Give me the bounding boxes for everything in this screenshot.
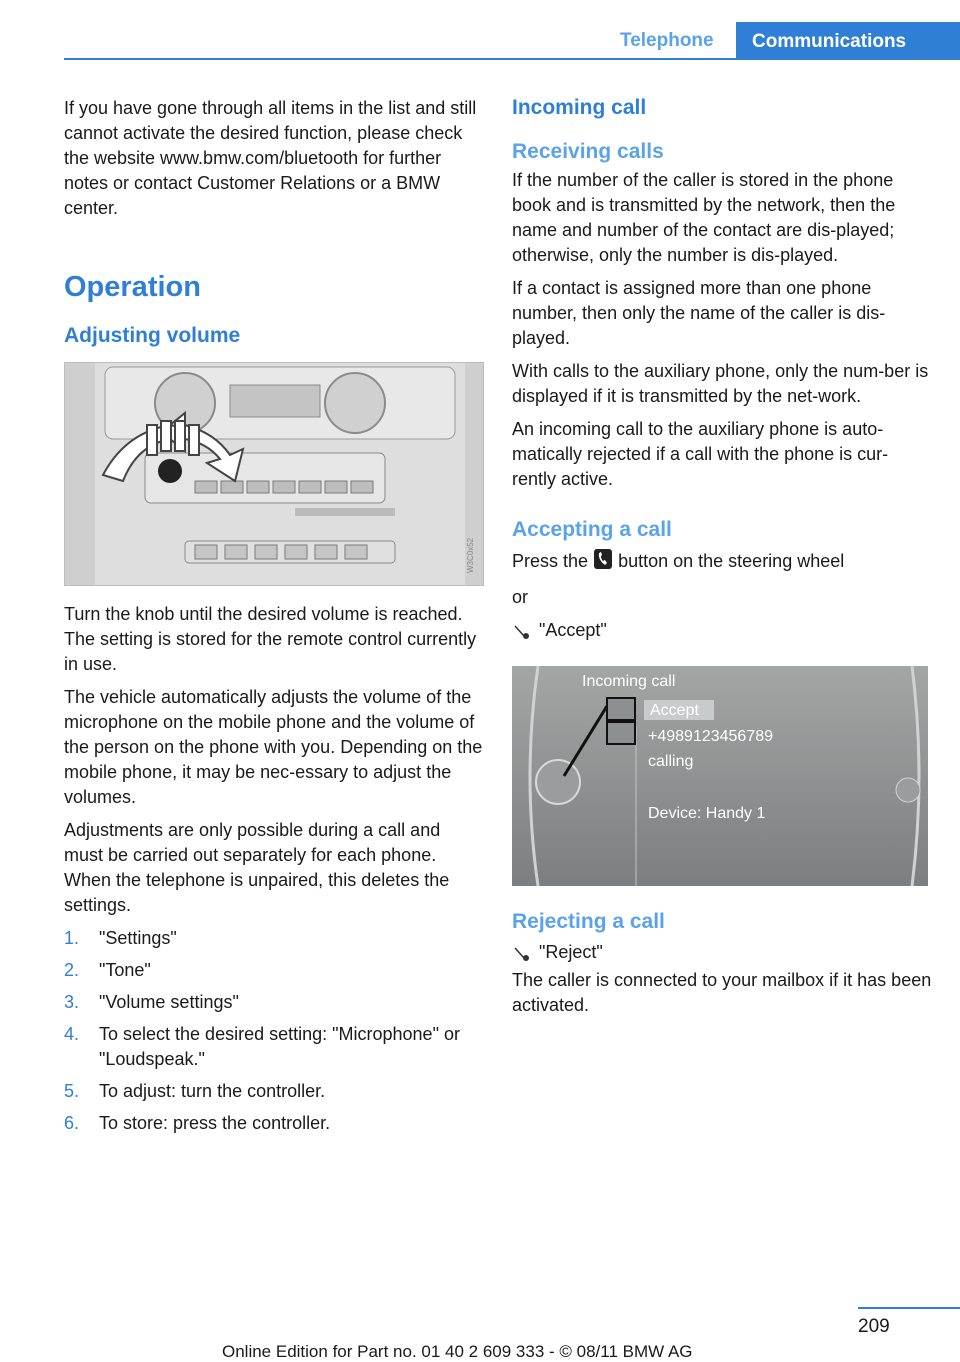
footer-rule (858, 1307, 960, 1309)
screen-drawing (512, 666, 928, 886)
para-adjustments: Adjustments are only possible during a call and must be carried out separately for each phone. When the telephone is unpaired, this deletes the settings. (64, 820, 450, 915)
press-text-before: Press the (512, 551, 589, 571)
screen-title: Incoming call (582, 673, 676, 690)
step-text: "Volume settings" (99, 992, 239, 1012)
para-more-than-one: If a contact is assigned more than one phone number, then only the name of the caller is dis-played. (512, 278, 886, 348)
svg-text:W3C0x52: W3C0x52 (466, 537, 475, 573)
console-volume-illustration (64, 362, 484, 586)
left-column (64, 96, 484, 1143)
heading-accepting-call: Accepting a call (512, 518, 672, 541)
phone-handset-icon (593, 548, 613, 577)
para-vehicle-adjusts: The vehicle automatically adjusts the volume of the microphone on the mobile phone and the volume of the person on the phone with you. Depending on the mobile phone, it may be nec-essary to adjust the volumes. (64, 687, 483, 807)
heading-rejecting-call: Rejecting a call (512, 910, 665, 933)
reject-label: "Reject" (539, 942, 603, 962)
step-text: To adjust: turn the controller. (99, 1081, 326, 1101)
screen-number: +4989123456789 (648, 728, 774, 745)
screen-accept: Accept (650, 702, 699, 719)
step-number: 3. (64, 992, 80, 1012)
console-drawing (65, 363, 483, 585)
header-chapter-tab: Communications (736, 22, 960, 60)
accept-instruction (512, 618, 932, 646)
header-section-tab: Telephone (620, 30, 714, 51)
para-auto-rejected: An incoming call to the auxiliary phone is auto-matically rejected if a call with the phone is cur-rently active. (512, 419, 889, 489)
para-or: or (512, 587, 529, 607)
list-item (64, 926, 484, 951)
list-item (64, 1111, 484, 1136)
heading-incoming-call: Incoming call (512, 96, 647, 119)
step-number: 5. (64, 1081, 80, 1101)
para-auxiliary: With calls to the auxiliary phone, only the num-ber is displayed if it is transmitted by the net-work. (512, 361, 929, 406)
step-text: "Settings" (99, 928, 177, 948)
step-text: To select the desired setting: "Microphone" or "Loudspeak." (99, 1024, 460, 1069)
list-item (64, 1079, 484, 1104)
para-reject (512, 940, 932, 1018)
para-turn-knob: Turn the knob until the desired volume is reached. The setting is stored for the remote control currently in use. (64, 604, 477, 674)
press-text-after: button on the steering wheel (618, 551, 845, 571)
heading-adjusting-volume: Adjusting volume (64, 324, 241, 347)
intro-paragraph: If you have gone through all items in the list and still cannot activate the desired function, please check the website www.bmw.com/bluetooth for further notes or contact Customer Relations or a BMW center. (64, 98, 477, 218)
right-column (512, 96, 932, 1026)
incoming-call-screen (512, 666, 928, 886)
header-rule (64, 58, 960, 60)
volume-steps-list (64, 926, 484, 1136)
step-number: 4. (64, 1024, 80, 1044)
step-number: 6. (64, 1113, 80, 1133)
idrive-controller-icon (512, 943, 534, 968)
page-number: 209 (858, 1316, 890, 1337)
step-number: 2. (64, 960, 80, 980)
step-number: 1. (64, 928, 80, 948)
heading-operation: Operation (64, 271, 201, 303)
list-item (64, 1022, 484, 1072)
list-item (64, 958, 484, 983)
footer-edition: Online Edition for Part no. 01 40 2 609 333 - © 08/11 BMW AG (222, 1342, 693, 1361)
accept-label: "Accept" (539, 620, 607, 640)
screen-status: calling (648, 753, 694, 770)
idrive-controller-icon (512, 621, 534, 646)
step-text: To store: press the controller. (99, 1113, 331, 1133)
heading-receiving-calls: Receiving calls (512, 140, 664, 163)
para-number-stored: If the number of the caller is stored in the phone book and is transmitted by the network, then the name and number of the contact are dis-played; otherwise, only the number is dis-played. (512, 170, 896, 265)
step-text: "Tone" (99, 960, 151, 980)
para-press-button (512, 548, 932, 577)
screen-device: Device: Handy 1 (648, 805, 766, 822)
list-item (64, 990, 484, 1015)
mailbox-text: The caller is connected to your mailbox if it has been activated. (512, 970, 932, 1015)
